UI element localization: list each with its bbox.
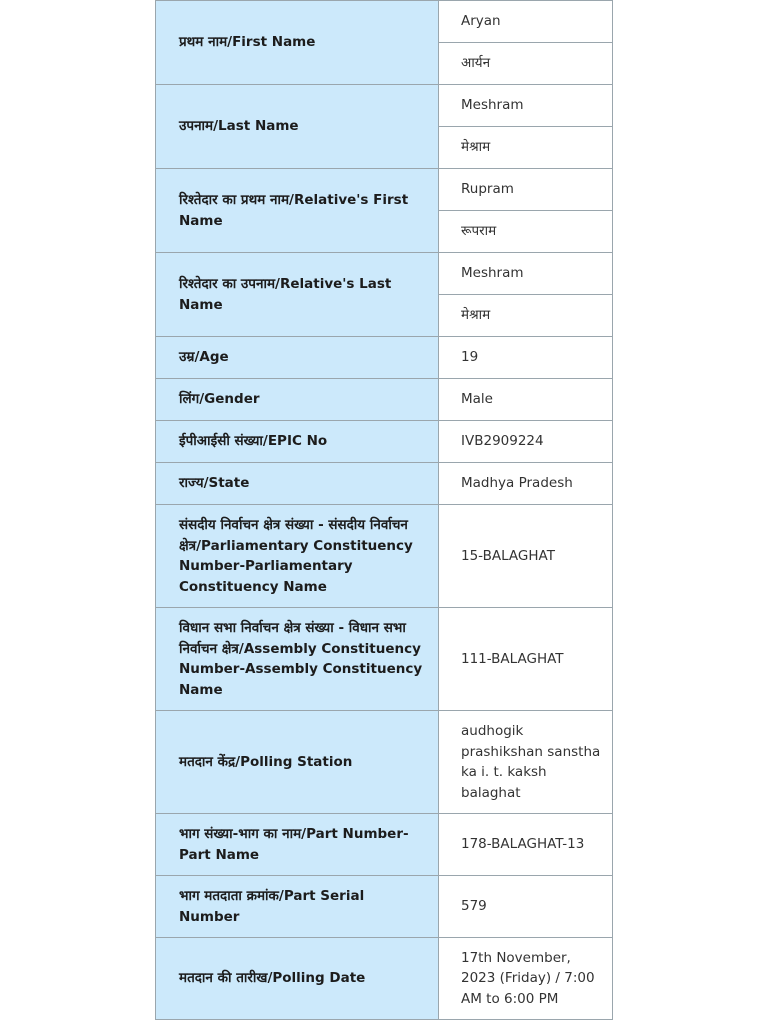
parliamentary-constituency-value: 15-BALAGHAT [439,505,613,608]
parliamentary-constituency-label: संसदीय निर्वाचन क्षेत्र संख्या - संसदीय निर्वाचन क्षेत्र/Parliamentary Constituency Number-Parliamentary Constituency Name [156,505,439,608]
last-name-english-value: Meshram [439,85,613,127]
row-last-name [156,85,613,127]
voter-details-table [155,0,613,1020]
epic-no-value: IVB2909224 [439,421,613,463]
part-number-label: भाग संख्या-भाग का नाम/Part Number-Part Name [156,814,439,876]
row-relative-last-name [156,253,613,295]
polling-station-value: audhogik prashikshan sanstha ka i. t. kaksh balaghat [439,711,613,814]
row-relative-first-name [156,169,613,211]
part-serial-number-value: 579 [439,876,613,938]
relative-first-name-hindi-value: रूपराम [439,211,613,253]
epic-no-label: ईपीआईसी संख्या/EPIC No [156,421,439,463]
row-age [156,337,613,379]
relative-last-name-label: रिश्तेदार का उपनाम/Relative's Last Name [156,253,439,337]
row-epic-no [156,421,613,463]
first-name-english-value: Aryan [439,1,613,43]
polling-station-label: मतदान केंद्र/Polling Station [156,711,439,814]
first-name-hindi-value: आर्यन [439,43,613,85]
polling-date-value: 17th November, 2023 (Friday) / 7:00 AM to 6:00 PM [439,938,613,1020]
state-label: राज्य/State [156,463,439,505]
row-gender [156,379,613,421]
relative-first-name-label: रिश्तेदार का प्रथम नाम/Relative's First Name [156,169,439,253]
age-label: उम्र/Age [156,337,439,379]
assembly-constituency-value: 111-BALAGHAT [439,608,613,711]
row-polling-date [156,938,613,1020]
row-assembly-constituency [156,608,613,711]
state-value: Madhya Pradesh [439,463,613,505]
part-number-value: 178-BALAGHAT-13 [439,814,613,876]
first-name-label: प्रथम नाम/First Name [156,1,439,85]
row-part-serial-number [156,876,613,938]
polling-date-label: मतदान की तारीख/Polling Date [156,938,439,1020]
assembly-constituency-label: विधान सभा निर्वाचन क्षेत्र संख्या - विधान सभा निर्वाचन क्षेत्र/Assembly Constituency Number-Assembly Constituency Name [156,608,439,711]
row-parliamentary-constituency [156,505,613,608]
relative-last-name-hindi-value: मेश्राम [439,295,613,337]
relative-last-name-english-value: Meshram [439,253,613,295]
row-part-number [156,814,613,876]
row-state [156,463,613,505]
relative-first-name-english-value: Rupram [439,169,613,211]
last-name-hindi-value: मेश्राम [439,127,613,169]
voter-details-table-container [155,0,612,1020]
part-serial-number-label: भाग मतदाता क्रमांक/Part Serial Number [156,876,439,938]
age-value: 19 [439,337,613,379]
row-first-name [156,1,613,43]
last-name-label: उपनाम/Last Name [156,85,439,169]
gender-value: Male [439,379,613,421]
gender-label: लिंग/Gender [156,379,439,421]
row-polling-station [156,711,613,814]
